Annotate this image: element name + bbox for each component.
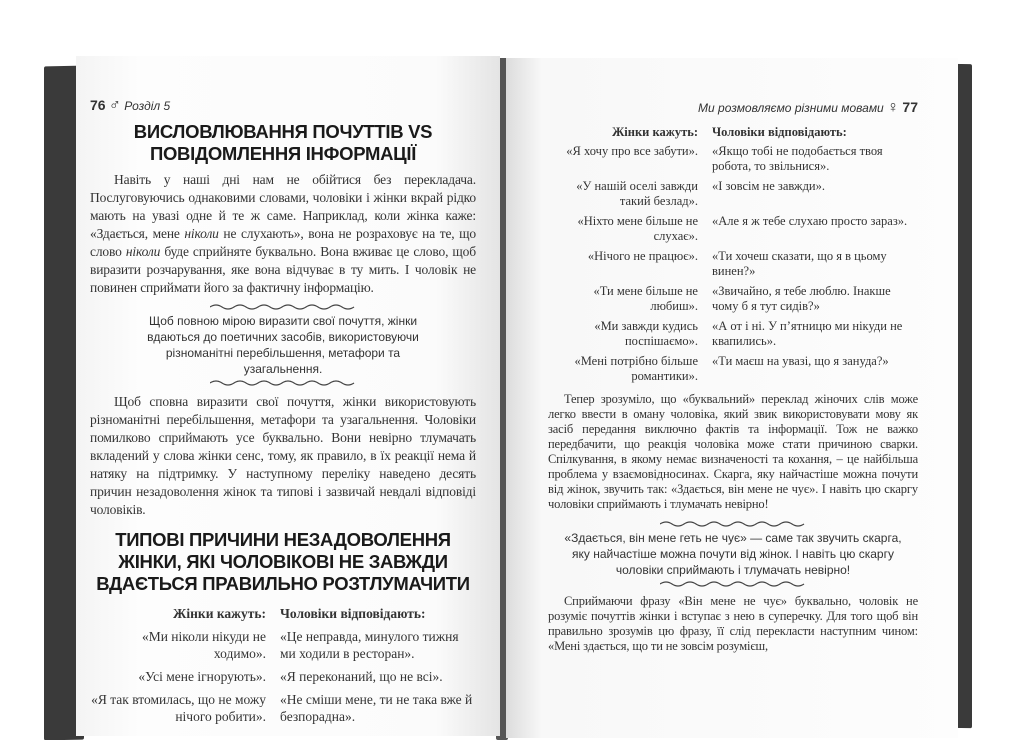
column-header: Жінки кажуть: (173, 606, 266, 621)
wave-divider (210, 379, 356, 387)
running-header-left (90, 96, 476, 115)
table-row: «Ніхто мене більше не слухає». «Але я ж тебе слухаю просто зараз». (577, 214, 908, 243)
table-row: «Ти мене більше не любиш». «Звичайно, я тебе люблю. Інакше чому б я тут сидів?» (593, 284, 891, 313)
female-symbol-icon: ♀ (887, 99, 900, 116)
left-page (76, 56, 500, 736)
comparison-table (548, 125, 918, 384)
section-title: ВИСЛОВЛЮВАННЯ ПОЧУТТІВ VS ПОВІДОМЛЕННЯ ІНФОРМАЦІЇ (133, 121, 433, 164)
pull-quote: Щоб повною мірою виразити свої почуття, жінки вдаються до поетичних засобів, використовуючи різноманітні перебільшення, метафори та узагальнення. (147, 314, 419, 376)
table-row: «Мені потрібно більше романтики». «Ти маєш на увазі, що я зануда?» (574, 354, 889, 383)
chapter-label: Розділ 5 (124, 99, 171, 113)
table-row: «У нашій оселі завжди такий безлад». «І зовсім не завжди». (576, 179, 825, 208)
table-row: «Я хочу про все забути». «Якщо тобі не подобається твоя робота, то звільнися». (566, 144, 883, 173)
column-header: Жінки кажуть: (611, 125, 698, 139)
table-row: «Ми ніколи нікуди не ходимо». «Це неправда, минулого тижня ми ходили в ресторан». (141, 629, 459, 661)
page-number: 77 (902, 99, 918, 115)
right-page (506, 58, 958, 738)
section-title: ТИПОВІ ПРИЧИНИ НЕЗАДОВОЛЕННЯ ЖІНКИ, ЯКІ ЧОЛОВІКОВІ НЕ ЗАВЖДИ ВДАЄТЬСЯ ПРАВИЛЬНО РОЗТЛУМАЧИТИ (96, 529, 470, 594)
pull-quote: «Здається, він мене геть не чує» — саме так звучить скарга, яку найчастіше можна почути від жінок. І навіть цю скаргу чоловіки сприймають і тлумачать невірно! (564, 531, 902, 577)
pull-quote-block (90, 303, 476, 387)
column-header: Чоловіки відповідають: (280, 606, 426, 621)
chapter-label: Ми розмовляємо різними мовами (698, 101, 884, 115)
body-paragraph: Тепер зрозуміло, що «буквальний» переклад жіночих слів може легко ввести в оману чоловіка, який звик використовувати мову як засіб передання виключно фактів та інформації. Тож не важко передбачити, що реакція чоловіка може стати причиною сварки. Спілкування, в якому немає визначеності та кохання, – це найбільша проблема у взаємовідносинах. Скарга, яку найчастіше можна почути від жінок, звучить так: «Здається, він мене не чує». І навіть цю скаргу чоловіки сприймають і тлумачать невірно! (548, 392, 918, 511)
wave-divider (660, 520, 806, 528)
table-row: «Я так втомилась, що не можу нічого робити». «Не смiши мене, ти не така вже й безпорадна». (91, 692, 473, 724)
wave-divider (210, 303, 356, 311)
table-row: «Усі мене ігнорують». «Я переконаний, що не всі». (138, 669, 443, 684)
wave-divider (660, 580, 806, 588)
pull-quote-block (548, 520, 918, 588)
body-paragraph: Щоб сповна виразити свої почуття, жінки використовують різноманітні перебільшення, метафори та узагальнення. Чоловіки помилково сприймають усе буквально. Вони невірно тлумачать вкладений у слова жінки сенс, тому, як правило, в їх реакції нема й натяку на підтримку. У наступному переліку наведено десять причин незадоволення жінок та типові і зазвичай невдалі відповіді чоловіків. (90, 394, 476, 517)
table-row: «Нічого не працює». «Ти хочеш сказати, що я в цьому винен?» (587, 249, 887, 278)
comparison-table (90, 605, 476, 725)
body-paragraph: Навіть у наші дні нам не обійтися без перекладача. Послуговуючись однаковими словами, чоловіки і жінки вкрай рідко мають на увазі одне й те ж саме. Наприклад, коли жінка каже: «Здається, мене ніколи не слухають», вона не розраховує на те, що слово ніколи буде сприйняте буквально. Вона вживає це слово, щоб виразити розчарування, яке вона відчуває в ту мить. І чоловік не повинен сприймати його за фактичну інформацію. (90, 172, 476, 295)
column-header: Чоловіки відповідають: (712, 125, 847, 139)
male-symbol-icon: ♂ (108, 97, 121, 114)
running-header-right (548, 98, 918, 117)
page-number: 76 (90, 97, 106, 113)
body-paragraph: Сприймаючи фразу «Він мене не чує» буквально, чоловік не розуміє почуттів жінки і вступає з нею в суперечку. Для того щоб він правильно зрозумів цю фразу, її слід перекласти наступним чином: «Мені здається, що ти не зовсім розумієш, (548, 594, 918, 653)
table-row: «Ми завжди кудись поспішаємо». «А от і ні. У п’ятницю ми нікуди не квапились». (594, 319, 903, 348)
